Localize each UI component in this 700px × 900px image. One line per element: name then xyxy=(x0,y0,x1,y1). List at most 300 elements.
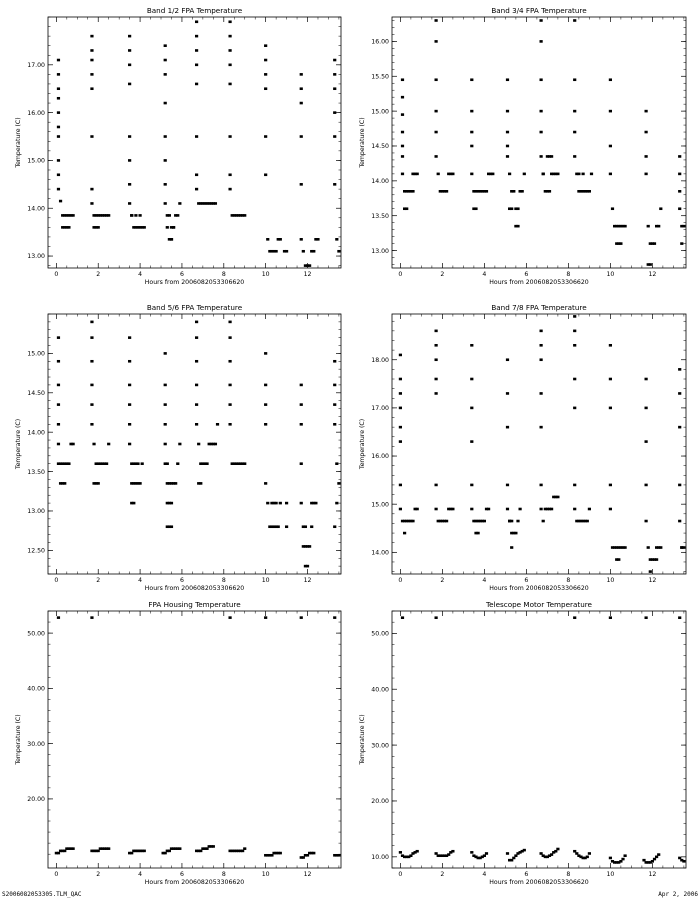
y-tick-label: 20.00 xyxy=(27,796,45,804)
data-point xyxy=(416,508,419,511)
data-point xyxy=(128,423,131,426)
data-point xyxy=(216,423,219,426)
data-point xyxy=(506,484,509,487)
data-point xyxy=(470,407,473,410)
data-point xyxy=(333,616,336,619)
data-point xyxy=(645,131,648,134)
data-point xyxy=(128,403,131,406)
data-point xyxy=(264,403,267,406)
data-point xyxy=(540,330,543,333)
data-point xyxy=(67,226,70,229)
data-point xyxy=(577,173,580,176)
data-point xyxy=(416,850,419,853)
data-point xyxy=(556,496,559,499)
data-point xyxy=(333,135,336,138)
data-point xyxy=(195,336,198,339)
data-point xyxy=(619,242,622,245)
data-point xyxy=(300,403,303,406)
plot-frame xyxy=(392,611,686,868)
y-tick-label: 13.50 xyxy=(27,468,45,476)
data-point xyxy=(57,443,60,446)
data-point xyxy=(649,263,652,266)
chart-panel-3 xyxy=(15,303,341,592)
data-point xyxy=(411,190,414,193)
x-tick-label: 12 xyxy=(648,271,657,278)
data-point xyxy=(506,110,509,113)
data-point xyxy=(485,852,488,855)
x-axis-label: Hours from 2006082053306620 xyxy=(144,585,245,592)
y-tick-label: 16.00 xyxy=(27,109,45,117)
data-point xyxy=(300,616,303,619)
data-point xyxy=(519,508,522,511)
data-point xyxy=(243,847,246,850)
plot-frame xyxy=(48,17,341,268)
data-point xyxy=(506,155,509,158)
data-point xyxy=(228,188,231,191)
data-point xyxy=(59,200,62,203)
data-point xyxy=(399,484,402,487)
x-tick-label: 6 xyxy=(179,577,184,584)
data-point xyxy=(132,482,135,485)
chart-panel-1 xyxy=(15,6,341,286)
data-point xyxy=(512,190,515,193)
x-tick-label: 2 xyxy=(440,271,445,278)
data-point xyxy=(197,443,200,446)
y-tick-label: 14.50 xyxy=(371,143,389,151)
data-point xyxy=(649,570,652,573)
x-tick-label: 10 xyxy=(261,577,270,584)
data-point xyxy=(621,858,624,861)
data-point xyxy=(128,443,131,446)
data-point xyxy=(678,520,681,523)
data-point xyxy=(451,508,454,511)
data-point xyxy=(264,73,267,76)
x-tick-label: 6 xyxy=(524,871,529,878)
data-point xyxy=(228,384,231,387)
x-tick-label: 6 xyxy=(179,871,184,878)
x-axis-label: Hours from 2006082053306620 xyxy=(144,879,245,886)
data-point xyxy=(275,502,278,505)
data-point xyxy=(401,145,404,148)
data-point xyxy=(540,484,543,487)
data-point xyxy=(540,392,543,395)
data-point xyxy=(678,484,681,487)
data-point xyxy=(516,207,519,210)
x-tick-label: 12 xyxy=(303,577,312,584)
data-point xyxy=(199,482,202,485)
data-point xyxy=(128,64,131,67)
data-point xyxy=(523,849,526,852)
y-tick-label: 15.00 xyxy=(27,157,45,165)
data-point xyxy=(279,502,282,505)
data-point xyxy=(57,336,60,339)
data-point xyxy=(514,854,517,857)
data-point xyxy=(333,183,336,186)
x-tick-label: 12 xyxy=(648,577,657,584)
data-point xyxy=(506,145,509,148)
data-point xyxy=(582,173,585,176)
data-point xyxy=(337,250,340,253)
x-axis-label: Hours from 2006082053306620 xyxy=(489,879,589,886)
chart-panel-4 xyxy=(359,303,686,592)
y-axis-label: Temperature (C) xyxy=(359,418,366,470)
data-point xyxy=(624,225,627,228)
data-point xyxy=(228,336,231,339)
data-point xyxy=(90,321,93,324)
x-tick-label: 2 xyxy=(96,271,101,278)
data-point xyxy=(435,484,438,487)
data-point xyxy=(63,482,66,485)
x-tick-label: 4 xyxy=(482,577,487,584)
x-tick-label: 2 xyxy=(440,577,445,584)
x-tick-label: 6 xyxy=(179,271,184,278)
data-point xyxy=(178,443,181,446)
data-point xyxy=(176,462,179,465)
data-point xyxy=(653,858,656,861)
data-point xyxy=(678,190,681,193)
data-point xyxy=(470,440,473,443)
data-point xyxy=(333,403,336,406)
data-point xyxy=(540,426,543,429)
data-point xyxy=(228,64,231,67)
data-point xyxy=(266,502,269,505)
data-point xyxy=(540,19,543,22)
data-point xyxy=(195,64,198,67)
data-point xyxy=(586,856,589,859)
data-point xyxy=(300,135,303,138)
data-point xyxy=(63,850,66,853)
data-point xyxy=(264,87,267,90)
data-point xyxy=(57,111,60,114)
data-point xyxy=(575,852,578,855)
data-point xyxy=(609,78,612,81)
data-point xyxy=(57,73,60,76)
data-point xyxy=(506,358,509,361)
data-point xyxy=(57,384,60,387)
data-point xyxy=(470,344,473,347)
data-series xyxy=(57,321,341,568)
y-tick-label: 13.00 xyxy=(371,247,389,255)
chart-title: Telescope Motor Temperature xyxy=(486,600,592,609)
data-point xyxy=(228,403,231,406)
data-point xyxy=(228,616,231,619)
data-point xyxy=(195,35,198,38)
data-point xyxy=(609,484,612,487)
data-point xyxy=(128,83,131,86)
data-point xyxy=(609,110,612,113)
data-point xyxy=(164,183,167,186)
data-point xyxy=(195,188,198,191)
data-point xyxy=(164,443,167,446)
data-point xyxy=(399,378,402,381)
data-point xyxy=(314,502,317,505)
data-point xyxy=(57,360,60,363)
data-point xyxy=(588,508,591,511)
data-point xyxy=(447,853,450,856)
data-point xyxy=(90,384,93,387)
data-point xyxy=(588,852,591,855)
plot-frame xyxy=(392,314,686,574)
data-point xyxy=(308,264,311,267)
y-tick-label: 17.00 xyxy=(27,62,45,70)
data-point xyxy=(617,558,620,561)
data-point xyxy=(72,443,75,446)
data-point xyxy=(212,845,215,848)
data-point xyxy=(72,847,75,850)
data-point xyxy=(470,110,473,113)
data-point xyxy=(573,484,576,487)
data-point xyxy=(573,344,576,347)
y-tick-label: 15.00 xyxy=(27,350,45,358)
data-point xyxy=(333,73,336,76)
data-point xyxy=(435,155,438,158)
data-point xyxy=(337,854,340,857)
data-point xyxy=(90,59,93,62)
y-tick-label: 30.00 xyxy=(27,740,45,748)
data-point xyxy=(399,440,402,443)
data-point xyxy=(57,852,60,855)
data-point xyxy=(134,214,137,217)
y-tick-label: 14.00 xyxy=(27,429,45,437)
x-axis-label: Hours from 2006082053306620 xyxy=(144,279,245,286)
data-point xyxy=(300,423,303,426)
data-point xyxy=(485,190,488,193)
data-point xyxy=(195,423,198,426)
data-point xyxy=(168,850,171,853)
data-point xyxy=(435,344,438,347)
data-point xyxy=(264,59,267,62)
data-point xyxy=(316,238,319,241)
data-point xyxy=(241,850,244,853)
y-tick-label: 50.00 xyxy=(27,630,45,638)
data-point xyxy=(164,73,167,76)
data-point xyxy=(435,78,438,81)
data-point xyxy=(143,850,146,853)
data-point xyxy=(659,546,662,549)
data-point xyxy=(573,616,576,619)
data-point xyxy=(470,131,473,134)
data-point xyxy=(445,190,448,193)
data-point xyxy=(401,113,404,116)
y-tick-label: 13.50 xyxy=(371,212,389,220)
data-point xyxy=(57,616,60,619)
data-point xyxy=(128,384,131,387)
data-point xyxy=(435,378,438,381)
data-point xyxy=(72,214,75,217)
data-point xyxy=(487,508,490,511)
data-point xyxy=(540,344,543,347)
data-point xyxy=(264,173,267,176)
data-point xyxy=(195,384,198,387)
x-tick-label: 8 xyxy=(566,577,571,584)
y-tick-label: 14.00 xyxy=(371,549,389,557)
data-point xyxy=(105,462,108,465)
data-point xyxy=(176,214,179,217)
data-point xyxy=(451,850,454,853)
data-point xyxy=(164,403,167,406)
x-tick-label: 4 xyxy=(138,871,143,878)
data-point xyxy=(573,155,576,158)
data-point xyxy=(470,78,473,81)
data-point xyxy=(508,173,511,176)
data-point xyxy=(542,520,545,523)
data-point xyxy=(333,59,336,62)
data-point xyxy=(57,126,60,129)
data-point xyxy=(195,135,198,138)
x-tick-label: 10 xyxy=(606,271,615,278)
data-point xyxy=(57,87,60,90)
data-point xyxy=(57,423,60,426)
data-point xyxy=(609,378,612,381)
data-point xyxy=(510,520,513,523)
data-point xyxy=(540,508,543,511)
data-point xyxy=(483,520,486,523)
y-axis-label: Temperature (C) xyxy=(359,714,366,765)
data-point xyxy=(90,135,93,138)
data-point xyxy=(166,462,169,465)
data-point xyxy=(510,207,513,210)
data-point xyxy=(609,508,612,511)
data-point xyxy=(611,207,614,210)
data-point xyxy=(573,110,576,113)
data-point xyxy=(645,155,648,158)
data-point xyxy=(228,423,231,426)
data-point xyxy=(279,852,282,855)
data-point xyxy=(411,520,414,523)
data-point xyxy=(164,135,167,138)
y-tick-label: 16.00 xyxy=(371,453,389,461)
data-point xyxy=(312,852,315,855)
x-axis-label: Hours from 2006082053306620 xyxy=(489,279,589,286)
data-point xyxy=(678,207,681,210)
chart-title: Band 7/8 FPA Temperature xyxy=(491,303,587,312)
y-tick-label: 16.00 xyxy=(371,38,389,46)
data-point xyxy=(451,173,454,176)
data-point xyxy=(435,358,438,361)
y-tick-label: 14.00 xyxy=(27,205,45,213)
footer-date-label: Apr 2, 2006 xyxy=(658,891,698,898)
data-point xyxy=(657,853,660,856)
y-tick-label: 14.50 xyxy=(27,389,45,397)
data-point xyxy=(435,131,438,134)
data-point xyxy=(205,462,208,465)
data-point xyxy=(573,315,576,318)
data-point xyxy=(399,426,402,429)
data-point xyxy=(174,482,177,485)
data-point xyxy=(470,173,473,176)
data-point xyxy=(264,44,267,47)
data-point xyxy=(300,73,303,76)
data-point xyxy=(678,392,681,395)
footer-file-label: S2006082053305.TLM_QAC xyxy=(2,891,82,898)
data-point xyxy=(128,135,131,138)
data-point xyxy=(477,532,480,535)
data-point xyxy=(435,508,438,511)
y-tick-label: 50.00 xyxy=(371,630,389,638)
data-point xyxy=(285,525,288,528)
data-point xyxy=(164,102,167,105)
data-point xyxy=(645,616,648,619)
data-point xyxy=(435,110,438,113)
y-tick-label: 20.00 xyxy=(371,798,389,806)
data-point xyxy=(164,423,167,426)
data-point xyxy=(550,853,553,856)
data-point xyxy=(506,78,509,81)
y-tick-label: 40.00 xyxy=(371,686,389,694)
data-point xyxy=(308,545,311,548)
data-point xyxy=(302,545,305,548)
data-point xyxy=(195,403,198,406)
data-point xyxy=(166,226,169,229)
data-point xyxy=(195,83,198,86)
data-point xyxy=(678,368,681,371)
y-tick-label: 15.00 xyxy=(371,108,389,116)
chart-panel-5 xyxy=(15,600,341,886)
data-point xyxy=(506,852,509,855)
data-point xyxy=(264,135,267,138)
data-point xyxy=(335,462,338,465)
data-point xyxy=(516,520,519,523)
data-point xyxy=(645,520,648,523)
data-point xyxy=(128,35,131,38)
data-series xyxy=(399,315,686,573)
y-tick-label: 13.00 xyxy=(27,253,45,261)
data-point xyxy=(168,214,171,217)
y-tick-label: 17.00 xyxy=(371,405,389,413)
data-point xyxy=(195,49,198,52)
x-tick-label: 6 xyxy=(524,577,529,584)
x-tick-label: 8 xyxy=(221,271,226,278)
data-point xyxy=(67,462,70,465)
data-point xyxy=(645,110,648,113)
data-point xyxy=(128,183,131,186)
data-point xyxy=(403,532,406,535)
data-point xyxy=(645,484,648,487)
data-point xyxy=(510,546,513,549)
data-point xyxy=(678,857,681,860)
data-point xyxy=(90,616,93,619)
x-tick-label: 4 xyxy=(482,271,487,278)
chart-title: Band 1/2 FPA Temperature xyxy=(146,6,243,15)
data-point xyxy=(285,502,288,505)
data-point xyxy=(300,238,303,241)
data-series xyxy=(401,19,686,266)
data-point xyxy=(540,155,543,158)
data-point xyxy=(437,173,440,176)
data-point xyxy=(401,131,404,134)
data-point xyxy=(164,159,167,162)
data-point xyxy=(401,78,404,81)
data-point xyxy=(90,188,93,191)
data-point xyxy=(516,225,519,228)
data-point xyxy=(657,225,660,228)
data-point xyxy=(506,426,509,429)
data-point xyxy=(651,860,654,863)
data-point xyxy=(678,173,681,176)
data-point xyxy=(199,850,202,853)
plot-frame xyxy=(48,314,341,574)
data-point xyxy=(573,508,576,511)
data-point xyxy=(164,384,167,387)
data-point xyxy=(573,330,576,333)
data-point xyxy=(645,440,648,443)
data-point xyxy=(57,97,60,100)
data-point xyxy=(540,78,543,81)
data-point xyxy=(510,859,513,862)
chart-title: FPA Housing Temperature xyxy=(148,600,241,609)
plot-frame xyxy=(48,611,341,868)
data-point xyxy=(435,616,438,619)
